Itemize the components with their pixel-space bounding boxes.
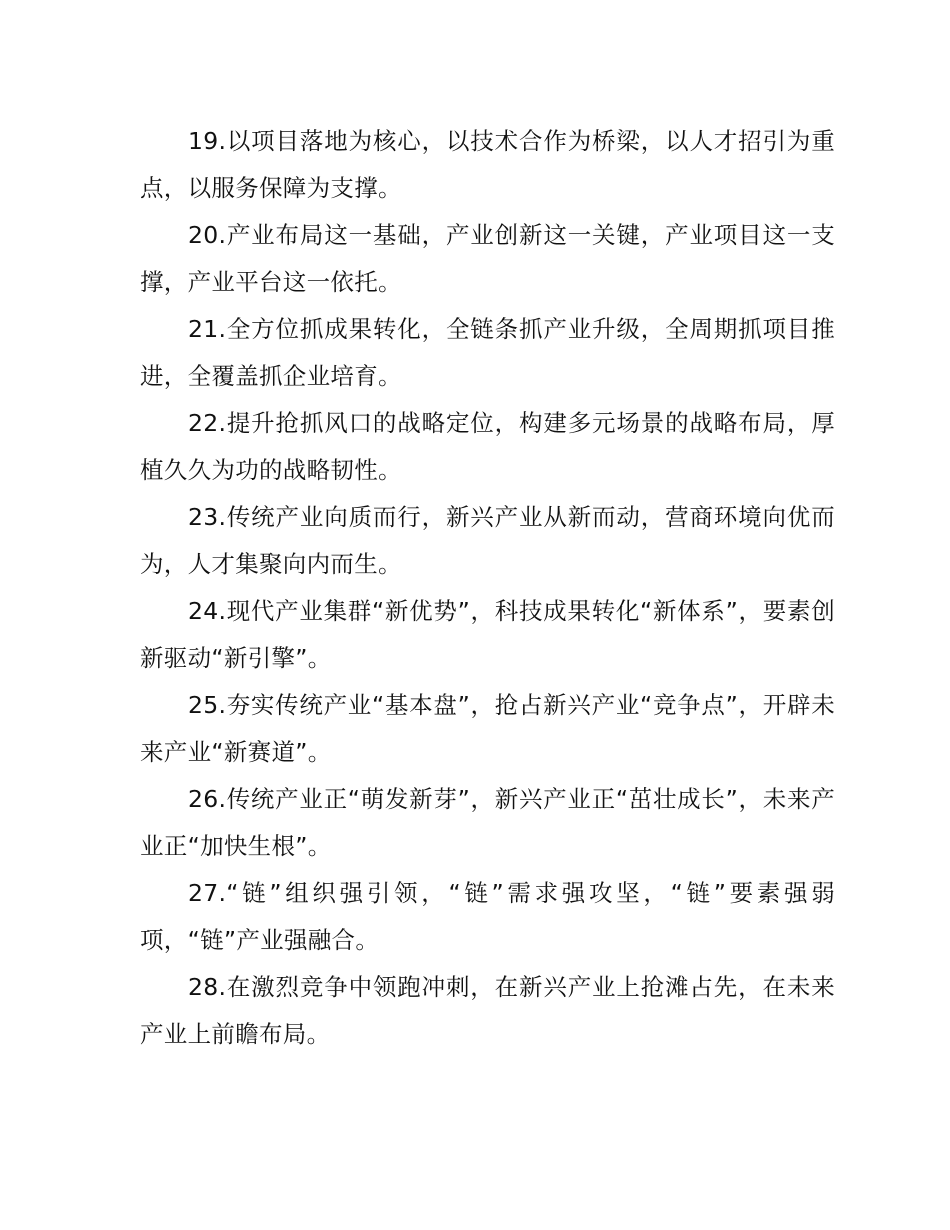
paragraph-21: 21.全方位抓成果转化，全链条抓产业升级，全周期抓项目推进，全覆盖抓企业培育。 [140,315,835,390]
paragraph-19: 19.以项目落地为核心，以技术合作为桥梁，以人才招引为重点，以服务保障为支撑。 [140,127,835,202]
paragraph-27: 27.“链”组织强引领，“链”需求强攻坚，“链”要素强弱项，“链”产业强融合。 [140,879,835,954]
paragraph-23: 23.传统产业向质而行，新兴产业从新而动，营商环境向优而为，人才集聚向内而生。 [140,503,835,578]
paragraph-26: 26.传统产业正“萌发新芽”，新兴产业正“茁壮成长”，未来产业正“加快生根”。 [140,785,835,860]
paragraph-20: 20.产业布局这一基础，产业创新这一关键，产业项目这一支撑，产业平台这一依托。 [140,221,835,296]
paragraph-24: 24.现代产业集群“新优势”，科技成果转化“新体系”，要素创新驱动“新引擎”。 [140,597,835,672]
document-body [140,118,835,1058]
paragraph-28: 28.在激烈竞争中领跑冲刺，在新兴产业上抢滩占先，在未来产业上前瞻布局。 [140,973,835,1048]
paragraph-22: 22.提升抢抓风口的战略定位，构建多元场景的战略布局，厚植久久为功的战略韧性。 [140,409,835,484]
paragraph-25: 25.夯实传统产业“基本盘”，抢占新兴产业“竞争点”，开辟未来产业“新赛道”。 [140,691,835,766]
